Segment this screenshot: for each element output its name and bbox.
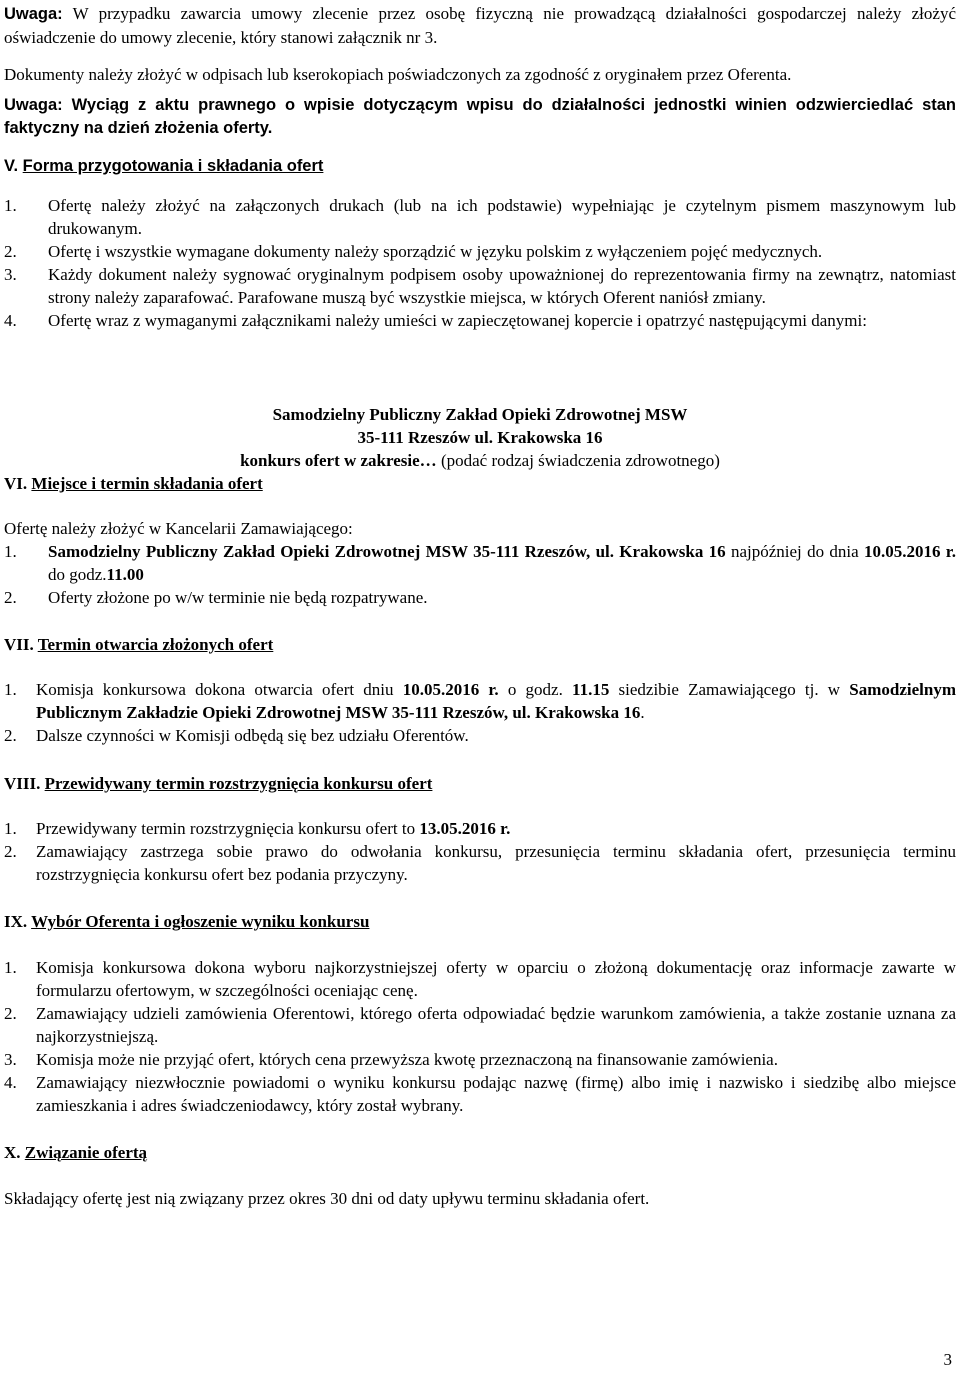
- item-text: Zamawiający udzieli zamówienia Oferentowi, którego oferta odpowiadać będzie warunkom zamówienia, a także zostanie uznana za najkorzystniejszą.: [36, 1004, 956, 1046]
- list-item: [4, 956, 956, 1002]
- section-title: Forma przygotowania i składania ofert: [22, 157, 324, 175]
- item-number: 3.: [4, 265, 17, 284]
- section-number: VII.: [4, 635, 34, 654]
- section-vii-list: [4, 678, 956, 747]
- envelope-line: [4, 449, 956, 472]
- opening-place: Samodzielnym Publicznym Zakładzie Opieki Zdrowotnej MSW 35-111 Rzeszów, ul. Krakowska 16: [36, 680, 956, 722]
- binding-period: Składający ofertę jest nią związany przez okres 30 dni od daty upływu terminu składania ofert.: [4, 1189, 650, 1208]
- section-title: Związanie ofertą: [24, 1143, 148, 1162]
- list-item: [4, 1002, 956, 1048]
- item-number: 1.: [4, 680, 17, 699]
- section-title: Miejsce i termin składania ofert: [31, 474, 263, 493]
- excerpt-note: Uwaga: Wyciąg z aktu prawnego o wpisie dotyczącym wpisu do działalności jednostki winien odzwierciedlać stan faktyczny na dzień złożenia oferty.: [4, 96, 956, 137]
- item-number: 1.: [4, 542, 17, 561]
- item-text: Każdy dokument należy sygnować oryginalnym podpisem osoby upoważnionej do reprezentowania firmy na zewnątrz, natomiast strony należy zaparafować. Parafowane muszą być wszystkie miejsca, w których Oferent naniósł zmiany.: [48, 265, 956, 307]
- item-text: Ofertę wraz z wymaganymi załącznikami należy umieści w zapieczętowanej kopercie i opatrzyć następującymi danymi:: [48, 311, 867, 330]
- item-number: 4.: [4, 1073, 17, 1092]
- section-heading-x: [4, 1141, 956, 1164]
- list-item: [4, 194, 956, 240]
- envelope-contest: konkurs ofert w zakresie…: [240, 451, 437, 470]
- list-item: [4, 263, 956, 309]
- item-text: Ofertę i wszystkie wymagane dokumenty należy sporządzić w języku polskim z wyłączeniem pojęć medycznych.: [48, 242, 823, 261]
- item-text: Dalsze czynności w Komisji odbędą się bez udziału Oferentów.: [36, 726, 469, 745]
- item-number: 2.: [4, 842, 17, 861]
- item-text: siedzibie Zamawiającego tj. w: [609, 680, 850, 699]
- page-number: 3: [943, 1350, 952, 1369]
- section-ix-list: [4, 956, 956, 1117]
- section-title: Wybór Oferenta i ogłoszenie wyniku konkursu: [31, 912, 370, 931]
- item-number: 2.: [4, 588, 17, 607]
- list-item: [4, 586, 956, 609]
- item-text: Ofertę należy złożyć na załączonych drukach (lub na ich podstawie) wypełniając je czytelnym pismem maszynowym lub drukowanym.: [48, 196, 956, 238]
- envelope-line: Samodzielny Publiczny Zakład Opieki Zdrowotnej MSW: [272, 405, 688, 424]
- note-text: W przypadku zawarcia umowy zlecenie przez osobę fizyczną nie prowadzącą działalności gospodarczej należy złożyć oświadczenie do umowy zlecenie, który stanowi załącznik nr 3.: [4, 4, 956, 47]
- item-number: 2.: [4, 726, 17, 745]
- section-heading-v: [4, 155, 956, 178]
- item-text: .: [640, 703, 645, 722]
- list-item: [4, 1048, 956, 1071]
- section-heading-vii: [4, 633, 956, 656]
- list-item: [4, 817, 956, 840]
- envelope-address: [4, 403, 956, 472]
- opening-time: 11.15: [572, 680, 610, 699]
- deadline-date: 10.05.2016 r.: [863, 542, 956, 561]
- place-name: Samodzielny Publiczny Zakład Opieki Zdrowotnej MSW 35-111 Rzeszów, ul. Krakowska 16: [48, 542, 726, 561]
- section-vi-list: [4, 540, 956, 609]
- section-v-list: [4, 194, 956, 332]
- item-number: 3.: [4, 1050, 17, 1069]
- note-label: Uwaga:: [4, 5, 63, 23]
- list-item: [4, 678, 956, 724]
- envelope-hint: (podać rodzaj świadczenia zdrowotnego): [436, 451, 720, 470]
- section-heading-ix: [4, 910, 956, 933]
- item-text: najpóźniej do dnia: [725, 542, 864, 561]
- item-text: Komisja może nie przyjąć ofert, których cena przewyższa kwotę przeznaczoną na finansowanie zamówienia.: [36, 1050, 778, 1069]
- opening-date: 10.05.2016 r.: [402, 680, 499, 699]
- section-heading-vi: [4, 472, 956, 495]
- section-heading-viii: [4, 772, 956, 795]
- item-number: 4.: [4, 311, 17, 330]
- list-item: [4, 1071, 956, 1117]
- section-number: VI.: [4, 474, 28, 493]
- item-text: Komisja konkursowa dokona otwarcia ofert dniu: [36, 680, 403, 699]
- section-number: IX.: [4, 912, 28, 931]
- list-item: [4, 840, 956, 886]
- deadline-time: 11.00: [106, 565, 144, 584]
- item-number: 1.: [4, 958, 17, 977]
- section-viii-list: [4, 817, 956, 886]
- section-number: V.: [4, 157, 19, 175]
- item-text: Komisja konkursowa dokona wyboru najkorzystniejszej oferty w oparciu o złożoną dokumentację oraz informacje zawarte w formularzu ofertowym, w szczególności oceniając cenę.: [36, 958, 956, 1000]
- list-item: [4, 540, 956, 586]
- list-item: [4, 724, 956, 747]
- item-number: 1.: [4, 196, 17, 215]
- item-text: Zamawiający zastrzega sobie prawo do odwołania konkursu, przesunięcia terminu składania ofert, przesunięcia terminu rozstrzygnięcia konkursu ofert bez podania przyczyny.: [36, 842, 956, 884]
- section-number: X.: [4, 1143, 21, 1162]
- copies-note: Dokumenty należy złożyć w odpisach lub kserokopiach poświadczonych za zgodność z oryginałem przez Oferenta.: [4, 65, 792, 84]
- section-number: VIII.: [4, 774, 41, 793]
- item-text: do godz.: [48, 565, 107, 584]
- envelope-line: 35-111 Rzeszów ul. Krakowska 16: [357, 428, 603, 447]
- item-number: 1.: [4, 819, 17, 838]
- item-text: Przewidywany termin rozstrzygnięcia konkursu ofert to: [36, 819, 420, 838]
- section-title: Przewidywany termin rozstrzygnięcia konkursu ofert: [44, 774, 433, 793]
- list-item: [4, 309, 956, 332]
- section-title: Termin otwarcia złożonych ofert: [37, 635, 274, 654]
- list-item: [4, 240, 956, 263]
- note-contract: [4, 2, 956, 49]
- item-text: Oferty złożone po w/w terminie nie będą rozpatrywane.: [48, 588, 428, 607]
- item-text: o godz.: [498, 680, 573, 699]
- section-vi-lead: Ofertę należy złożyć w Kancelarii Zamawiającego:: [4, 519, 353, 538]
- item-text: Zamawiający niezwłocznie powiadomi o wyniku konkursu podając nazwę (firmę) albo imię i nazwisko i siedzibę albo miejsce zamieszkania i adres świadczeniodawcy, który został wybrany.: [36, 1073, 956, 1115]
- item-number: 2.: [4, 1004, 17, 1023]
- resolution-date: 13.05.2016 r.: [419, 819, 511, 838]
- item-number: 2.: [4, 242, 17, 261]
